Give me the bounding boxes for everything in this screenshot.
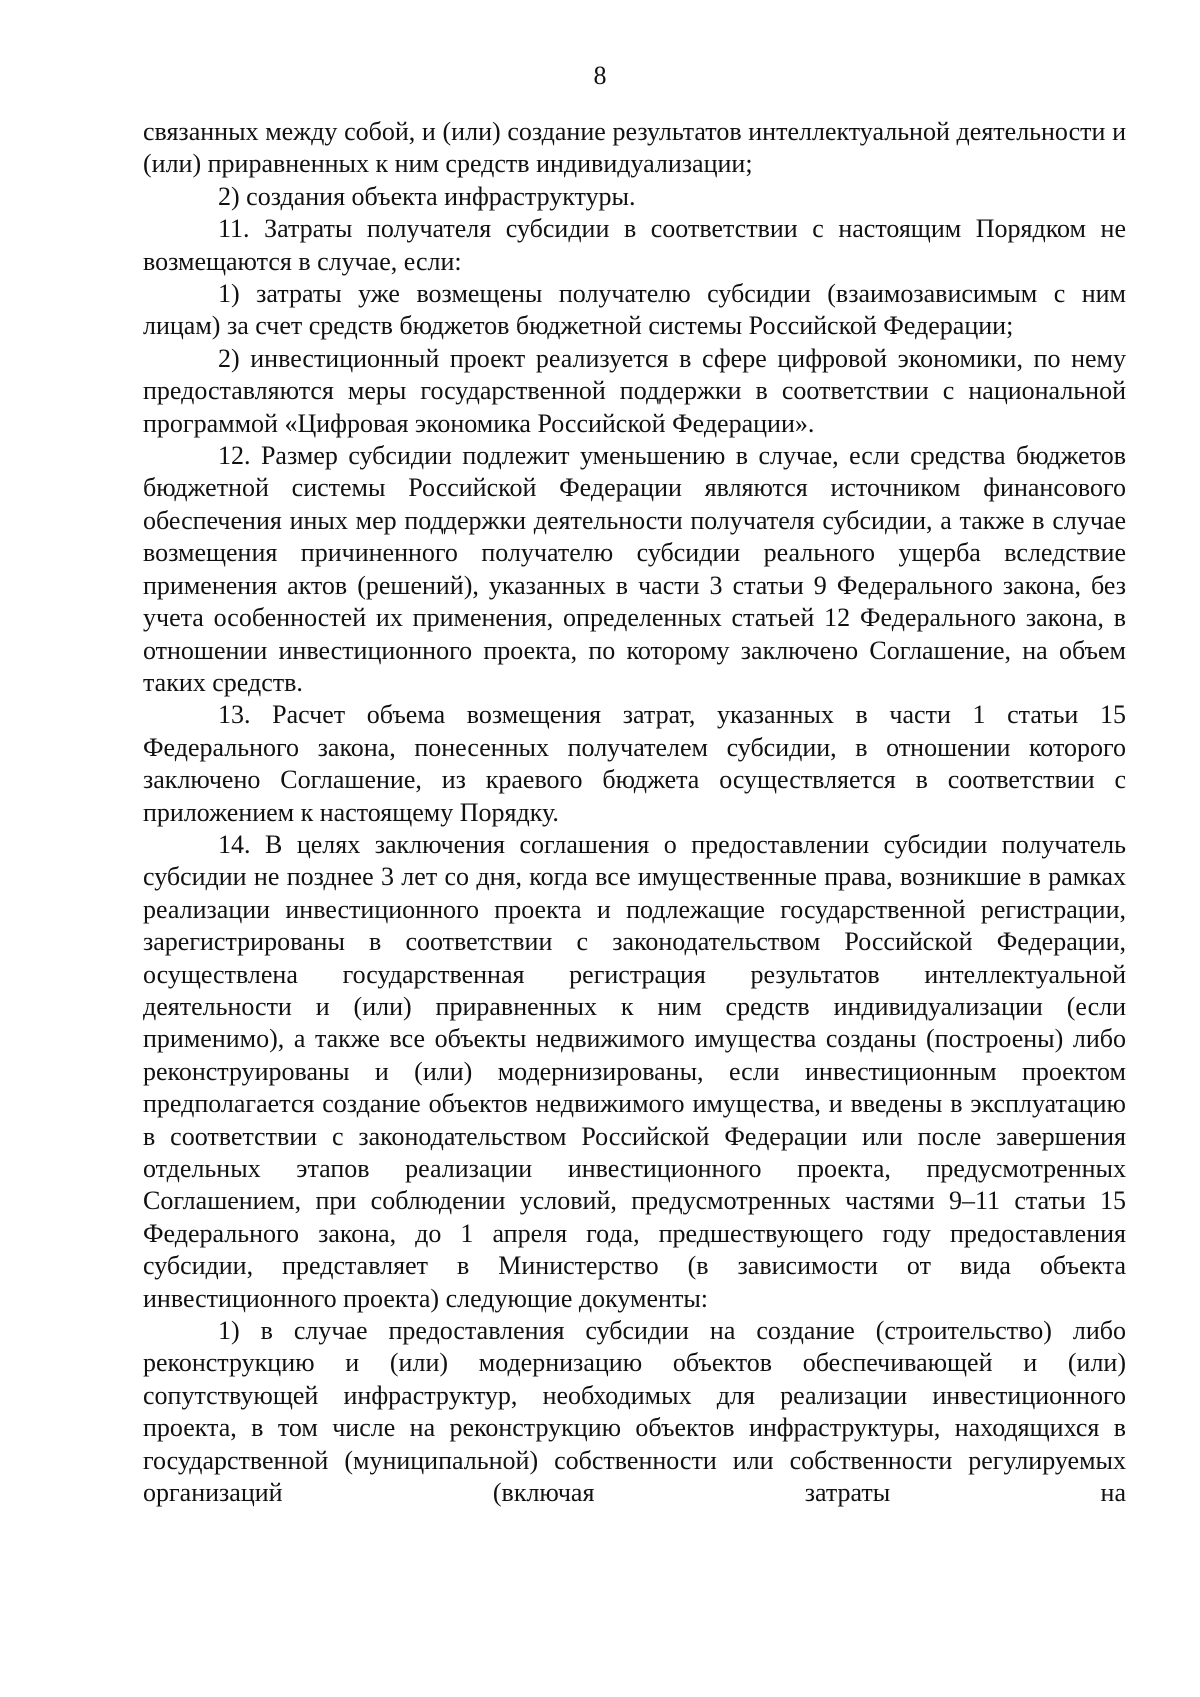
paragraph-item-10-2: 2) создания объекта инфраструктуры. [218, 181, 636, 211]
paragraph-13: 13. Расчет объема возмещения затрат, указанных в части 1 статьи 15 Федерального закона, понесенных получателем субсидии, в отношении которого заключено Соглашение, из краевого бюджета осуществляется в соответствии с приложением к настоящему Порядку. [143, 700, 1126, 827]
paragraph-14-1: 1) в случае предоставления субсидии на создание (строительство) либо реконструкцию и (или) модернизацию объектов обеспечивающей и (или) сопутствующей инфраструктур, необходимых для реализации инвестиционного проекта, в том числе на реконструкцию объектов инфраструктуры, находящихся в государственной (муниципальной) собственности или собственности регулируемых организаций (включая затраты на [143, 1316, 1126, 1508]
paragraph-11-1: 1) затраты уже возмещены получателю субсидии (взаимозависимым с ним лицам) за счет средств бюджетов бюджетной системы Российской Федерации; [143, 279, 1126, 341]
paragraph-11-2: 2) инвестиционный проект реализуется в сфере цифровой экономики, по нему предоставляются меры государственной поддержки в соответствии с национальной программой «Цифровая экономика Российской Федерации». [143, 343, 1126, 438]
paragraph-continuation: связанных между собой, и (или) создание результатов интеллектуальной деятельности и (или) приравненных к ним средств индивидуализации; [143, 117, 1126, 179]
paragraph-12: 12. Размер субсидии подлежит уменьшению в случае, если средства бюджетов бюджетной системы Российской Федерации являются источником финансового обеспечения иных мер поддержки деятельности получателя субсидии, а также в случае возмещения причиненного получателю субсидии реального ущерба вследствие применения актов (решений), указанных в части 3 статьи 9 Федерального закона, без учета особенностей их применения, определенных статьей 12 Федерального закона, в отношении инвестиционного проекта, по которому заключено Соглашение, на объем таких средств. [143, 441, 1126, 697]
page-number: 8 [593, 61, 607, 90]
paragraph-11: 11. Затраты получателя субсидии в соответствии с настоящим Порядком не возмещаются в случае, если: [143, 214, 1126, 276]
paragraph-14: 14. В целях заключения соглашения о предоставлении субсидии получатель субсидии не позднее 3 лет со дня, когда все имущественные права, возникшие в рамках реализации инвестиционного проекта и подлежащие государственной регистрации, зарегистрированы в соответствии с законодательством Российской Федерации, осуществлена государственная регистрация результатов интеллектуальной деятельности и (или) приравненных к ним средств индивидуализации (если применимо), а также все объекты недвижимого имущества созданы (построены) либо реконструированы и (или) модернизированы, если инвестиционным проектом предполагается создание объектов недвижимого имущества, и введены в эксплуатацию в соответствии с законодательством Российской Федерации или после завершения отдельных этапов реализации инвестиционного проекта, предусмотренных Соглашением, при соблюдении условий, предусмотренных частями 9–11 статьи 15 Федерального закона, до 1 апреля года, предшествующего году предоставления субсидии, представляет в Министерство (в зависимости от вида объекта инвестиционного проекта) следующие документы: [143, 829, 1126, 1313]
document-body [143, 116, 1126, 1509]
